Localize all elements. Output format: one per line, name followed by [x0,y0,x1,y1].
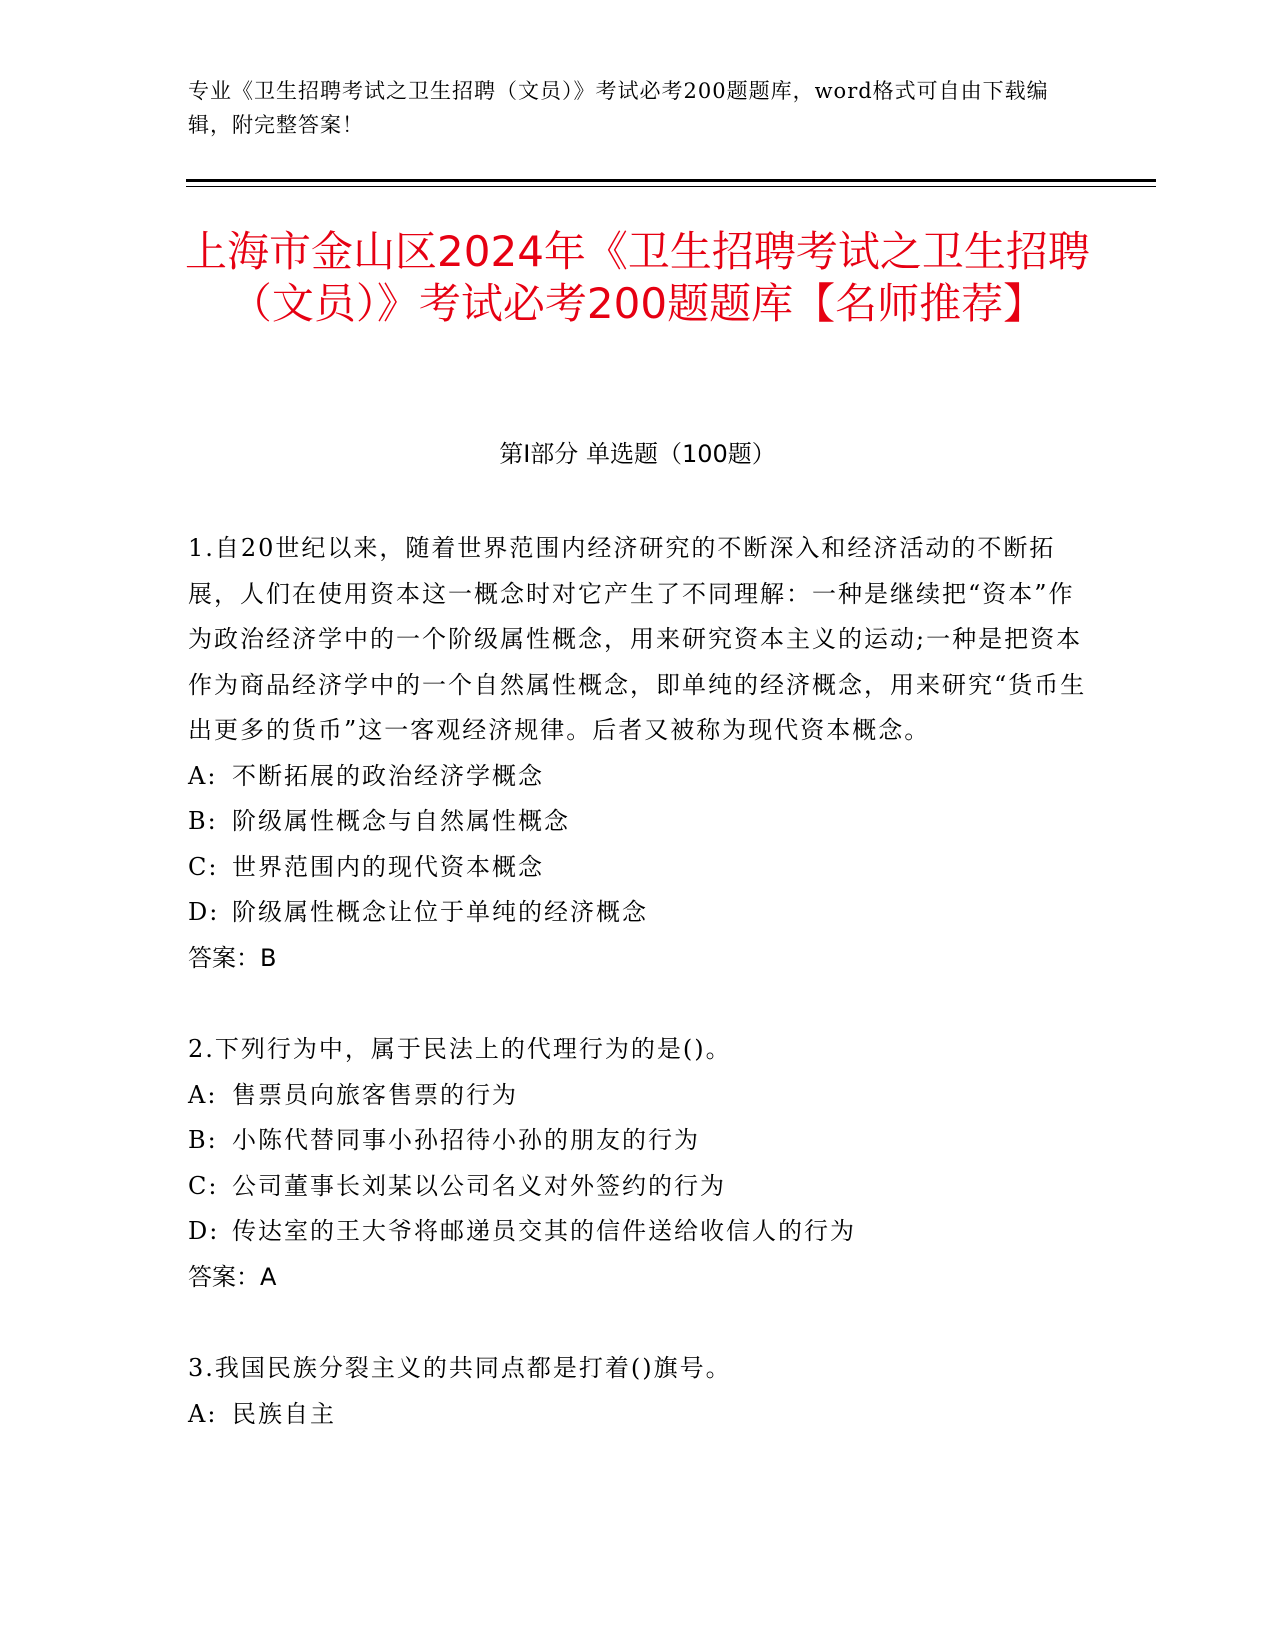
question-list [188,526,1088,1483]
document-title: 上海市金山区2024年《卫生招聘考试之卫生招聘（文员）》考试必考200题题库【名师推荐】 [185,227,1090,328]
option-text: 传达室的王大爷将邮递员交其的信件送给收信人的行为 [232,1217,856,1245]
option-b [188,1118,1088,1164]
option-d [188,1209,1088,1255]
header-rule-thin [186,186,1156,187]
option-text: 阶级属性概念让位于单纯的经济概念 [232,898,648,926]
header-note: 专业《卫生招聘考试之卫生招聘（文员）》考试必考200题题库，word格式可自由下载编辑，附完整答案！ [188,79,1049,137]
option-c [188,1164,1088,1210]
question-item [188,526,1088,981]
answer-line: 答案：B [188,943,277,972]
option-c [188,845,1088,891]
option-key: D: [188,898,220,926]
question-item [188,1346,1088,1437]
option-key: C: [188,1171,219,1200]
option-key: A: [188,1080,218,1109]
option-a [188,1392,1088,1438]
option-key: D: [188,1217,220,1245]
option-key: A: [188,761,218,790]
option-a [188,754,1088,800]
option-text: 小陈代替同事小孙招待小孙的朋友的行为 [232,1126,700,1154]
option-text: 售票员向旅客售票的行为 [232,1080,518,1109]
answer-line: 答案：A [188,1262,277,1291]
header-rule-thick [186,179,1156,182]
option-d [188,890,1088,936]
option-key: C: [188,852,219,881]
option-text: 民族自主 [232,1399,336,1428]
question-stem: 1.自20世纪以来，随着世界范围内经济研究的不断深入和经济活动的不断拓展，人们在使用资本这一概念时对它产生了不同理解：一种是继续把“资本”作为政治经济学中的一个阶级属性概念，用来研究资本主义的运动;一种是把资本作为商品经济学中的一个自然属性概念，即单纯的经济概念，用来研究“货币生出更多的货币”这一客观经济规律。后者又被称为现代资本概念。 [188,534,1087,744]
option-b [188,799,1088,845]
option-a [188,1073,1088,1119]
option-key: B: [188,1126,218,1154]
question-item [188,1027,1088,1300]
option-text: 不断拓展的政治经济学概念 [232,761,544,790]
question-stem: 2.下列行为中，属于民法上的代理行为的是()。 [188,1035,732,1063]
option-key: A: [188,1399,218,1428]
question-stem: 3.我国民族分裂主义的共同点都是打着()旗号。 [188,1354,732,1382]
option-key: B: [188,807,218,835]
option-text: 公司董事长刘某以公司名义对外签约的行为 [232,1171,726,1200]
section-title: 第I部分 单选题（100题） [499,440,776,468]
option-text: 世界范围内的现代资本概念 [232,852,544,881]
option-text: 阶级属性概念与自然属性概念 [232,807,570,835]
